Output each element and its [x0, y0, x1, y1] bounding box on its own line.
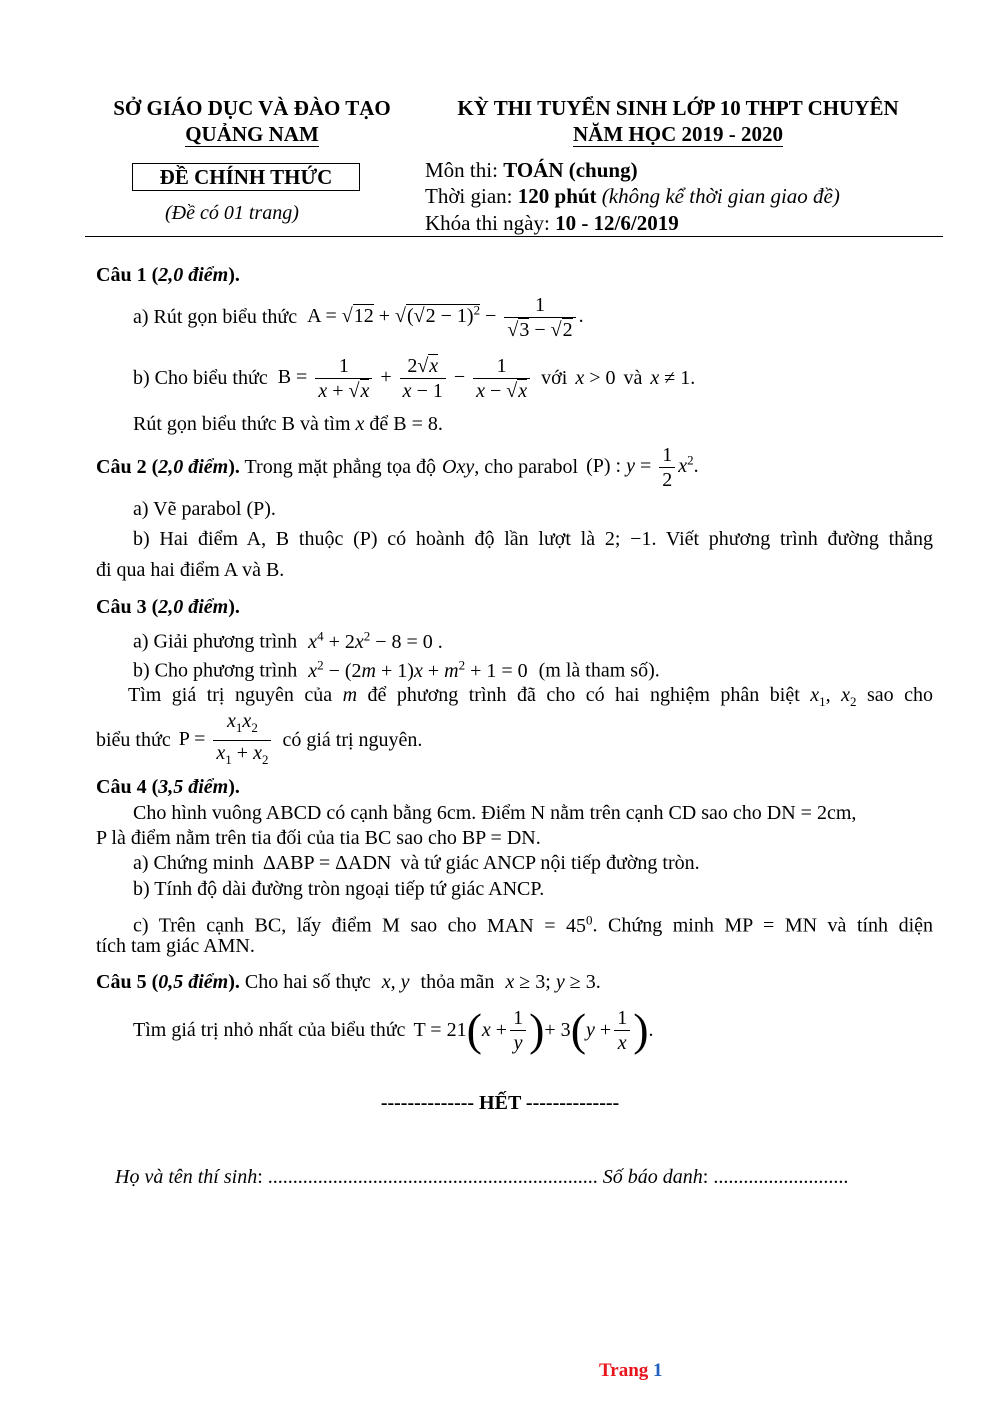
page-indicator	[599, 1360, 663, 1382]
q3-a-equation: $x^4 + 2x^2 - 8 = 0$ .	[308, 628, 443, 653]
exam-year: NĂM HỌC 2019 - 2020	[573, 122, 783, 146]
q5-title	[96, 969, 601, 995]
q4-b: b) Tính độ dài đường tròn ngoại tiếp tứ giác ANCP.	[133, 878, 545, 900]
dept-province: QUẢNG NAM	[185, 122, 319, 146]
q1-b-with: với	[541, 367, 568, 389]
q3-a-text: a) Giải phương trình	[133, 630, 298, 653]
q1-a-expression: $A = √12 + √(√2 - 1)^2$ − $\frac{1}{√3 - √2}$ .	[307, 293, 584, 341]
page-label: Trang	[599, 1360, 654, 1381]
q4-line1: Cho hình vuông ABCD có cạnh bằng 6cm. Điểm N nằm trên cạnh CD sao cho DN = 2cm,	[133, 802, 857, 824]
q3-d-text1: biểu thức	[96, 729, 171, 751]
q4-title-end: ).	[228, 776, 240, 798]
date-line	[425, 211, 679, 236]
q3-b-text: b) Cho phương trình	[133, 659, 298, 682]
dept-name	[92, 96, 412, 147]
q1-b-text: b) Cho biểu thức	[133, 367, 268, 389]
q4-c-text2: . Chứng minh MP = MN và tính diện	[592, 914, 934, 937]
q3-title-end: ).	[228, 596, 240, 618]
q4-a	[133, 850, 700, 876]
q2-title-end: ).	[228, 456, 240, 478]
pages-note: (Đề có 01 trang)	[165, 202, 299, 224]
q3-points: 2,0 điểm	[158, 596, 229, 618]
exam-title	[424, 96, 932, 147]
q2-intro1: Trong mặt phẳng tọa độ	[239, 456, 437, 478]
time-line	[425, 184, 840, 209]
q1-b2-text2: và tìm	[299, 413, 351, 435]
date-label: Khóa thi ngày:	[425, 211, 556, 235]
q4-c-angle: MAN = $45^0$	[487, 912, 593, 937]
q2-a-text: a) Vẽ parabol	[133, 498, 242, 520]
time-label: Thời gian:	[425, 184, 518, 208]
q2-b-text3: . Viết phương trình đường thẳng	[651, 528, 934, 550]
q5-title-end: ).	[228, 971, 240, 993]
q2-intro2: , cho parabol	[474, 456, 579, 478]
q3-b-equation: $x^2 - (2m + 1)x + m^2 + 1 = 0$	[308, 657, 528, 682]
q5-intro2: thỏa mãn	[420, 971, 495, 993]
end-mark-text: -------------- HẾT --------------	[380, 1092, 620, 1114]
official-box	[132, 163, 360, 191]
q3-d	[96, 709, 423, 768]
q5-expression: T = 21 ( x + $\frac{1}{y}$ ) + 3 ( y + $\frac{1}{x}$ ) .	[413, 1004, 654, 1055]
subject-line	[425, 158, 638, 183]
q5-intro1: Cho hai số thực	[239, 971, 371, 993]
q1-b2	[133, 411, 443, 437]
subject-value: TOÁN (chung)	[503, 158, 638, 182]
q1-b2-text3: để	[369, 413, 389, 435]
q2-oxy: Oxy	[442, 456, 475, 478]
subject-label: Môn thi:	[425, 158, 504, 182]
q2-b-cont: đi qua hai điểm A và B.	[96, 559, 285, 581]
q2-title	[96, 440, 699, 494]
q1-b	[133, 350, 695, 406]
q2-b-values: 2; −1	[604, 528, 652, 550]
q3-title	[96, 594, 240, 620]
q1-b-and: và	[623, 367, 643, 389]
candidate-line	[115, 1166, 848, 1189]
q1-b2-cond: B = 8.	[393, 413, 443, 435]
q1-b-expression: B = $\frac{1}{x + √x}$ + $\frac{2√x}{x - 1}$ − $\frac{1}{x - √x}$	[278, 354, 533, 403]
q1-a-fraction: $\frac{1}{√3 - √2}$	[504, 293, 575, 342]
q4-a-text2: và tứ giác ANCP nội tiếp đường tròn.	[400, 852, 700, 874]
time-value: 120 phút	[517, 184, 597, 208]
q3-c-roots: $x_1$, $x_2$	[810, 684, 857, 709]
q1-b2-B: B	[281, 413, 295, 435]
q2-b-text2: có hoành độ lần lượt là	[387, 528, 596, 550]
q3-d-expression: P = $\frac{x_1x_2}{x_1 + x_2}$	[179, 709, 275, 772]
q1-b-cond2: x ≠ 1.	[650, 367, 696, 389]
date-value: 10 - 12/6/2019	[555, 211, 679, 235]
exam-line-1: KỲ THI TUYỂN SINH LỚP 10 THPT CHUYÊN	[457, 96, 899, 120]
q5-min	[133, 1002, 654, 1058]
q1-b2-x: x	[355, 413, 365, 435]
candidate-name-dots: : ..................................................................	[257, 1166, 598, 1188]
q4-a-text1: a) Chứng minh	[133, 852, 254, 874]
q3-d-text2: có giá trị nguyên.	[282, 729, 423, 751]
q4-points: 3,5 điểm	[158, 776, 229, 798]
q2-parabol: (P) : y = $\frac{1}{2}$ $x^2$.	[586, 443, 699, 491]
candidate-id-dots: : ...........................	[702, 1166, 849, 1188]
q4-c-text1: c) Trên cạnh BC, lấy điểm M sao cho	[133, 914, 477, 937]
q4-title	[96, 774, 240, 800]
q2-title-start: Câu 2 (	[96, 456, 159, 478]
dept-line-1: SỞ GIÁO DỤC VÀ ĐÀO TẠO	[113, 96, 391, 120]
q5-title-start: Câu 5 (	[96, 971, 159, 993]
q1-title	[96, 262, 240, 288]
q1-b2-text1: Rút gọn biểu thức	[133, 413, 277, 435]
header-divider	[85, 236, 943, 237]
q4-line2: P là điểm nằm trên tia đối của tia BC sao cho BP = DN.	[96, 827, 541, 849]
q3-c-text3: sao cho	[867, 684, 934, 706]
q2-b-P: (P)	[353, 528, 378, 550]
exam-line-2	[424, 122, 932, 147]
q5-conds: x ≥ 3; y ≥ 3.	[505, 971, 601, 993]
page-number: 1	[653, 1360, 663, 1381]
q3-a	[133, 623, 443, 655]
q1-title-end: ).	[228, 264, 240, 286]
q2-a	[133, 496, 276, 522]
time-note: (không kể thời gian giao đề)	[596, 184, 840, 208]
q5-min-text: Tìm giá trị nhỏ nhất của biểu thức	[133, 1019, 406, 1041]
q3-title-start: Câu 3 (	[96, 596, 159, 618]
q1-title-start: Câu 1 (	[96, 264, 159, 286]
q4-a-math: ΔABP = ΔADN	[262, 852, 392, 874]
q1-b-cond1: x > 0	[575, 367, 616, 389]
q2-points: 2,0 điểm	[158, 456, 229, 478]
q5-points: 0,5 điểm	[158, 971, 229, 993]
q4-c-cont: tích tam giác AMN.	[96, 935, 255, 957]
dept-line-2	[92, 122, 412, 147]
q3-c-text2: để phương trình đã cho có hai nghiệm phân biệt	[367, 684, 800, 706]
q1-points: 2,0 điểm	[158, 264, 229, 286]
candidate-id-label: Số báo danh	[602, 1166, 703, 1188]
q3-b	[133, 652, 660, 684]
end-mark	[0, 1092, 1000, 1115]
q2-a-P: (P).	[246, 498, 276, 520]
q4-title-start: Câu 4 (	[96, 776, 159, 798]
q3-c-text1: Tìm giá trị nguyên của	[128, 684, 333, 706]
official-label: ĐỀ CHÍNH THỨC	[159, 165, 333, 189]
q3-b-note: (m là tham số).	[538, 659, 660, 682]
q1-a-text: a) Rút gọn biểu thức	[133, 306, 298, 328]
q5-vars: x, y	[381, 971, 410, 993]
q1-a	[133, 289, 584, 345]
q2-b-text1: b) Hai điểm A, B thuộc	[133, 528, 344, 550]
q3-c-m: m	[342, 684, 358, 706]
candidate-name-label: Họ và tên thí sinh	[115, 1166, 258, 1188]
q2-b	[133, 526, 933, 552]
